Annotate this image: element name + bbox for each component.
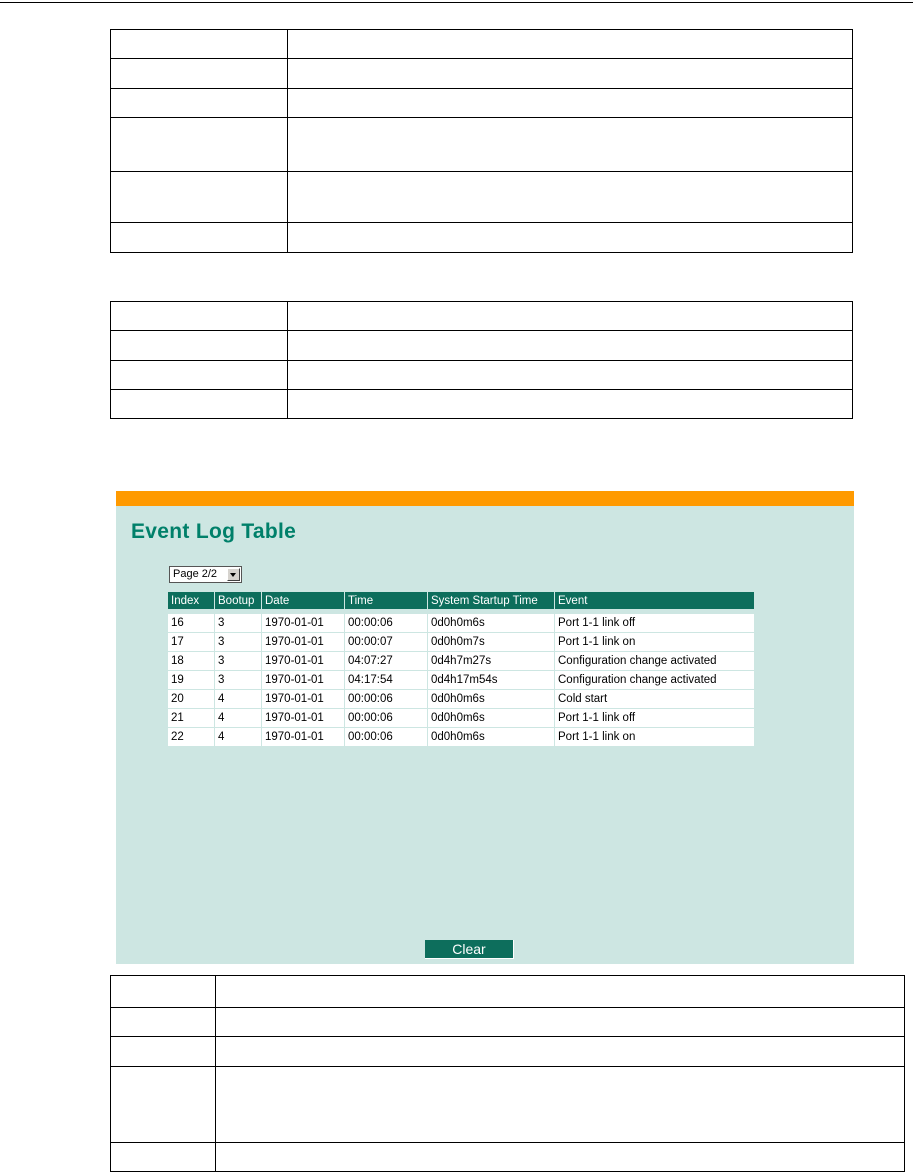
cell-time: 00:00:07 <box>345 633 428 652</box>
table-cell <box>111 1067 216 1143</box>
table-cell <box>288 390 853 419</box>
clear-button[interactable]: Clear <box>425 940 514 959</box>
cell-event: Cold start <box>555 690 755 709</box>
table-cell <box>111 172 288 223</box>
table-cell <box>288 361 853 390</box>
cell-index: 18 <box>168 652 215 671</box>
cell-time: 00:00:06 <box>345 709 428 728</box>
table-row <box>168 614 755 633</box>
table-row <box>168 728 755 747</box>
cell-bootup: 4 <box>215 690 262 709</box>
table-cell <box>288 331 853 361</box>
cell-startup-time: 0d0h0m6s <box>428 728 555 747</box>
cell-event: Port 1-1 link on <box>555 728 755 747</box>
table-cell <box>288 223 853 253</box>
cell-time: 04:17:54 <box>345 671 428 690</box>
cell-index: 21 <box>168 709 215 728</box>
chevron-down-icon[interactable] <box>227 568 240 581</box>
cell-date: 1970-01-01 <box>262 633 345 652</box>
cell-date: 1970-01-01 <box>262 671 345 690</box>
cell-bootup: 3 <box>215 614 262 633</box>
table-cell <box>111 1143 216 1172</box>
cell-bootup: 4 <box>215 728 262 747</box>
cell-date: 1970-01-01 <box>262 614 345 633</box>
table-cell <box>216 1037 905 1067</box>
cell-index: 22 <box>168 728 215 747</box>
table-cell <box>111 331 288 361</box>
cell-startup-time: 0d0h0m7s <box>428 633 555 652</box>
cell-bootup: 4 <box>215 709 262 728</box>
table-cell <box>288 172 853 223</box>
table-cell <box>288 118 853 172</box>
cell-date: 1970-01-01 <box>262 709 345 728</box>
page-top-rule <box>0 2 913 3</box>
table-cell <box>111 89 288 118</box>
cell-event: Port 1-1 link off <box>555 709 755 728</box>
cell-startup-time: 0d0h0m6s <box>428 690 555 709</box>
table-cell <box>111 302 288 331</box>
cell-index: 20 <box>168 690 215 709</box>
cell-date: 1970-01-01 <box>262 652 345 671</box>
page-select-value: Page 2/2 <box>173 568 218 580</box>
cell-startup-time: 0d4h17m54s <box>428 671 555 690</box>
table-row <box>168 690 755 709</box>
event-log-table <box>168 592 755 747</box>
event-log-panel <box>116 491 854 964</box>
table-cell <box>288 89 853 118</box>
cell-bootup: 3 <box>215 633 262 652</box>
column-header-time: Time <box>345 592 428 609</box>
cell-startup-time: 0d0h0m6s <box>428 614 555 633</box>
page-title: Event Log Table <box>131 520 297 543</box>
table-cell <box>111 976 216 1008</box>
cell-startup-time: 0d4h7m27s <box>428 652 555 671</box>
cell-index: 17 <box>168 633 215 652</box>
cell-index: 19 <box>168 671 215 690</box>
column-header-index: Index <box>168 592 215 609</box>
table-header-row <box>168 592 755 609</box>
column-header-bootup: Bootup <box>215 592 262 609</box>
cell-event: Configuration change activated <box>555 652 755 671</box>
table-cell <box>111 59 288 89</box>
column-header-startup-time: System Startup Time <box>428 592 555 609</box>
table-row <box>168 709 755 728</box>
table-cell <box>111 1037 216 1067</box>
table-cell <box>216 976 905 1008</box>
table-cell <box>111 361 288 390</box>
table-cell <box>111 223 288 253</box>
cell-time: 00:00:06 <box>345 690 428 709</box>
cell-time: 00:00:06 <box>345 614 428 633</box>
document-table-upper <box>110 29 853 253</box>
cell-date: 1970-01-01 <box>262 728 345 747</box>
cell-startup-time: 0d0h0m6s <box>428 709 555 728</box>
cell-index: 16 <box>168 614 215 633</box>
table-cell <box>288 30 853 59</box>
cell-event: Port 1-1 link on <box>555 633 755 652</box>
table-row <box>168 652 755 671</box>
table-cell <box>111 118 288 172</box>
cell-time: 00:00:06 <box>345 728 428 747</box>
table-cell <box>111 1008 216 1037</box>
column-header-date: Date <box>262 592 345 609</box>
column-header-event: Event <box>555 592 755 609</box>
cell-event: Configuration change activated <box>555 671 755 690</box>
page-select-dropdown[interactable] <box>169 566 242 583</box>
document-table-middle <box>110 301 853 419</box>
table-cell <box>216 1143 905 1172</box>
table-cell <box>111 390 288 419</box>
table-row <box>168 633 755 652</box>
cell-date: 1970-01-01 <box>262 690 345 709</box>
cell-event: Port 1-1 link off <box>555 614 755 633</box>
cell-bootup: 3 <box>215 652 262 671</box>
table-cell <box>288 302 853 331</box>
cell-bootup: 3 <box>215 671 262 690</box>
table-cell <box>216 1008 905 1037</box>
table-cell <box>288 59 853 89</box>
table-cell <box>111 30 288 59</box>
cell-time: 04:07:27 <box>345 652 428 671</box>
table-row <box>168 671 755 690</box>
table-cell <box>216 1067 905 1143</box>
document-table-lower <box>110 975 905 1172</box>
